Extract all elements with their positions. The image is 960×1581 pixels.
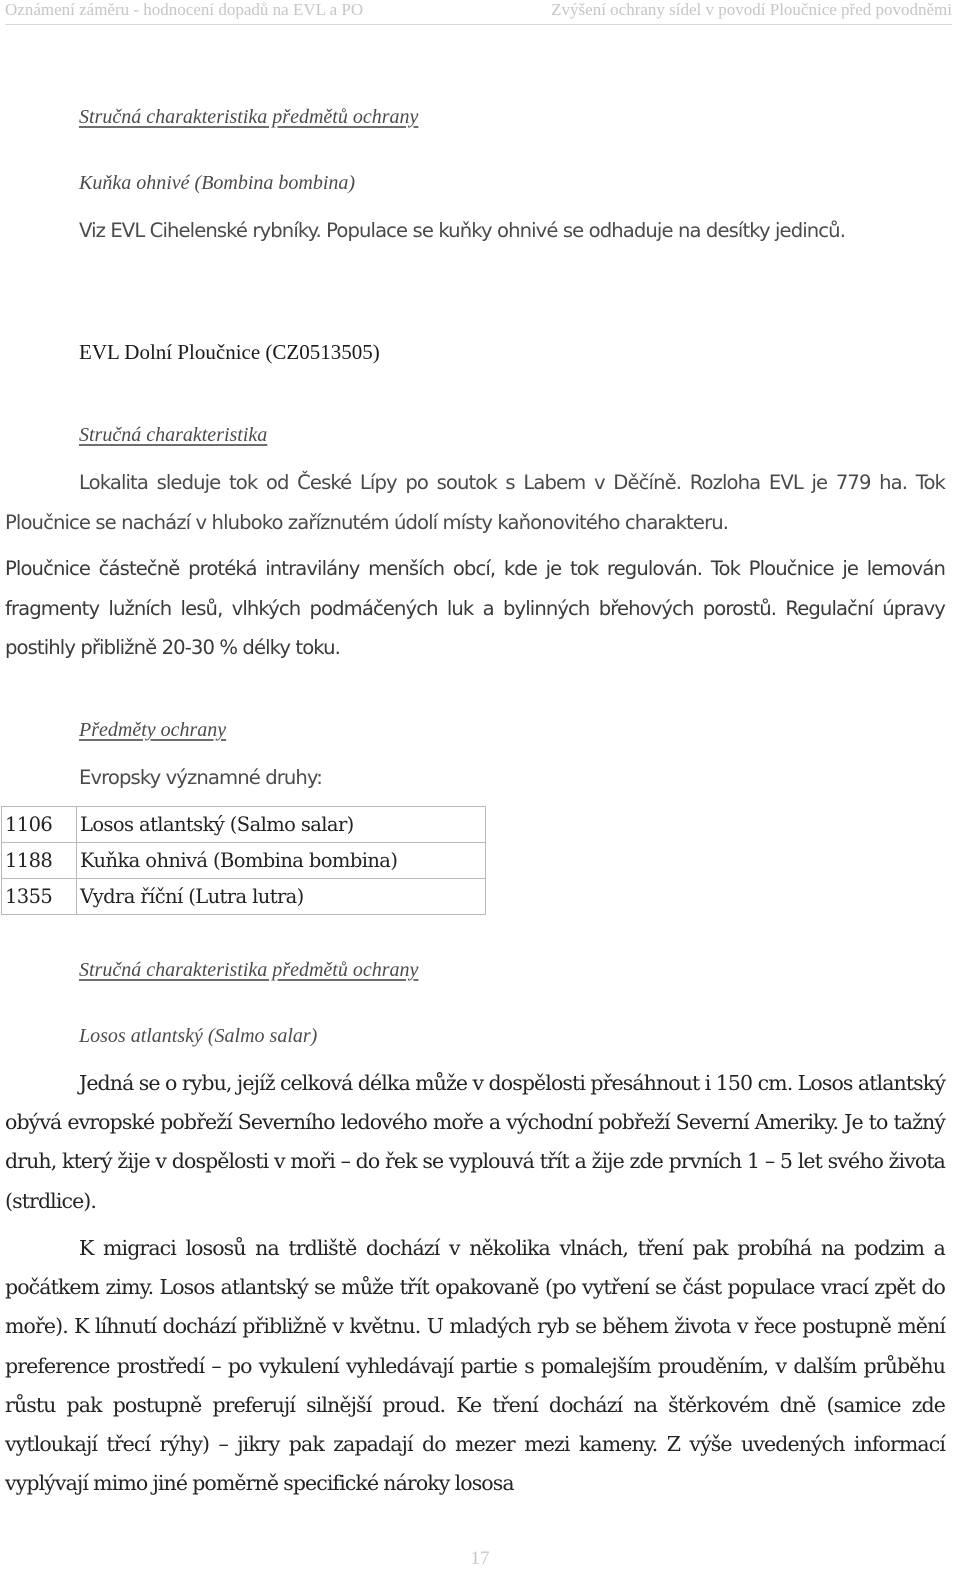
evl-characteristics-text-a: Lokalita sleduje tok od České Lípy po soutok s Labem v Děčíně. Rozloha EVL je 779 ha. Tok Ploučnice se nachází v hluboko zaříznutém údolí místy kaňonovitého charakteru. xyxy=(5,471,945,534)
evl-characteristics-text-b-block xyxy=(5,549,945,668)
section-subjects-characteristics xyxy=(5,97,945,137)
species-code: 1106 xyxy=(2,807,77,843)
subjects-heading: Předměty ochrany xyxy=(79,719,227,741)
salmon-paragraph-1-text: Jedná se o rybu, jejíž celková délka může v dospělosti přesáhnout i 150 cm. Losos atlantský obývá evropské pobřeží Severního ledového moře a východní pobřeží Severní Ameriky. Je to tažný druh, který žije v dospělosti v moři – do řek se vyplouvá třít a žije zde prvních 1 – 5 let svého života (strdlice). xyxy=(5,1071,945,1213)
subjects-heading-block xyxy=(5,710,945,750)
page-header xyxy=(5,0,952,24)
subjects-intro xyxy=(5,758,945,798)
page-number: 17 xyxy=(470,1548,490,1569)
evl-characteristics-paragraph-b xyxy=(5,549,945,668)
subjects-intro-text: Evropsky významné druhy: xyxy=(79,766,322,789)
salmon-paragraph-2-text: K migraci lososů na trdliště dochází v několika vlnách, tření pak probíhá na podzim a počátkem zimy. Losos atlantský se může třít opakovaně (po vytření se část populace vrací zpět do moře). K líhnutí dochází přibližně v květnu. U mladých ryb se během života v řece postupně mění preference prostředí – po vykulení vyhledávají partie s pomalejším prouděním, v dalším průběhu růstu pak postupně preferují silnější proud. Ke tření dochází na štěrkovém dně (samice zde vytloukají třecí rýhy) – jikry pak zapadají do mezer mezi kameny. Z výše uvedených informací vyplývají mimo jiné poměrně specifické nároky lososa xyxy=(5,1236,945,1496)
subjects-characteristics-heading: Stručná charakteristika předmětů ochrany xyxy=(79,106,419,128)
species-text-block xyxy=(5,211,945,251)
subjects-char-heading: Stručná charakteristika předmětů ochrany xyxy=(79,959,419,981)
salmon-heading: Losos atlantský (Salmo salar) xyxy=(79,1025,318,1047)
species-paragraph xyxy=(5,211,945,251)
species-name: Losos atlantský (Salmo salar) xyxy=(77,807,486,843)
evl-characteristics-text xyxy=(5,463,945,543)
species-name: Kuňka ohnivá (Bombina bombina) xyxy=(77,843,486,879)
evl-characteristics-text-b: Ploučnice částečně protéká intravilány menších obcí, kde je tok regulován. Tok Ploučnice je lemován fragmenty lužních lesů, vlhkých podmáčených luk a bylinných břehových porostů. Regulační úpravy postihly přibližně 20-30 % délky toku. xyxy=(5,557,945,659)
species-table xyxy=(1,806,486,915)
header-right-title: Zvýšení ochrany sídel v povodí Ploučnice před povodněmi xyxy=(551,0,952,19)
evl-characteristics-heading: Stručná charakteristika xyxy=(79,424,268,446)
header-left-title: Oznámení záměru - hodnocení dopadů na EVL a PO xyxy=(5,0,364,19)
table-row xyxy=(2,807,486,843)
table-row xyxy=(2,843,486,879)
species-name: Vydra říční (Lutra lutra) xyxy=(77,879,486,915)
subjects-intro-block xyxy=(5,758,945,798)
evl-title: EVL Dolní Ploučnice (CZ0513505) xyxy=(79,340,380,364)
evl-characteristics-paragraph-a xyxy=(5,463,945,543)
salmon-paragraph-2-block xyxy=(5,1229,945,1503)
subjects-char-heading-block xyxy=(5,950,945,990)
salmon-paragraph-1-block xyxy=(5,1064,945,1221)
evl-characteristics-heading-block xyxy=(5,415,945,455)
species-heading: Kuňka ohnivé (Bombina bombina) xyxy=(79,172,356,194)
species-code: 1355 xyxy=(2,879,77,915)
salmon-heading-block xyxy=(5,1016,945,1056)
species-paragraph-text: Viz EVL Cihelenské rybníky. Populace se kuňky ohnivé se odhaduje na desítky jedinců. xyxy=(79,219,846,242)
species-code: 1188 xyxy=(2,843,77,879)
table-row xyxy=(2,879,486,915)
salmon-paragraph-1 xyxy=(5,1064,945,1221)
evl-title-block xyxy=(5,332,945,372)
species-block xyxy=(5,163,945,203)
header-divider xyxy=(5,24,952,25)
salmon-paragraph-2 xyxy=(5,1229,945,1503)
